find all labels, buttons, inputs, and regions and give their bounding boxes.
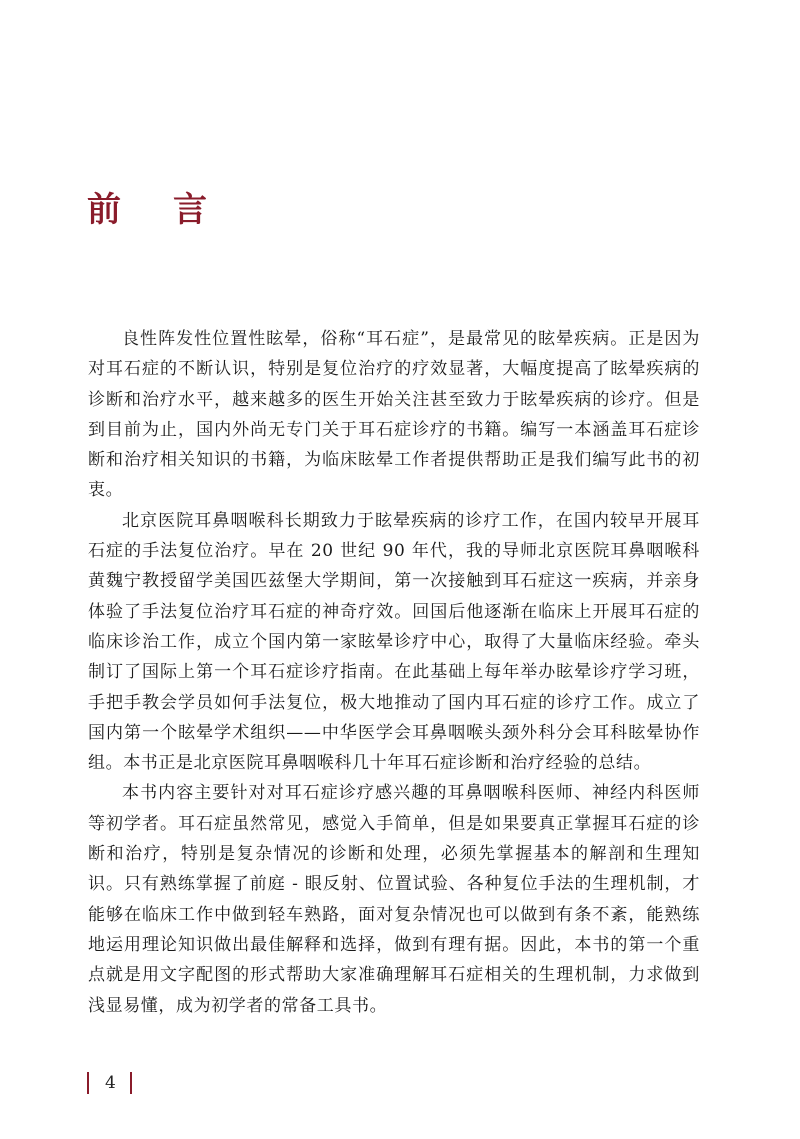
- page-title: 前言: [87, 189, 259, 230]
- paragraph-1: 良性阵发性位置性眩晕，俗称“耳石症”，是最常见的眩晕疾病。正是因为对耳石症的不断认识，特别是复位治疗的疗效显著，大幅度提高了眩晕疾病的诊断和治疗水平，越来越多的医生开始关注甚至致力于眩晕疾病的诊疗。但是到目前为止，国内外尚无专门关于耳石症诊疗的书籍。编写一本涵盖耳石症诊断和治疗相关知识的书籍，为临床眩晕工作者提供帮助正是我们编写此书的初衷。: [88, 329, 700, 501]
- paragraph-3: 本书内容主要针对对耳石症诊疗感兴趣的耳鼻咽喉科医师、神经内科医师等初学者。耳石症虽然常见，感觉入手简单，但是如果要真正掌握耳石症的诊断和治疗，特别是复杂情况的诊断和处理，必须先掌握基本的解剖和生理知识。只有熟练掌握了前庭 - 眼反射、位置试验、各种复位手法的生理机制，才能够在临床工作中做到轻车熟路，面对复杂情况也可以做到有条不紊，能熟练地运用理论知识做出最佳解释和选择，做到有理有据。因此，本书的第一个重点就是用文字配图的形式帮助大家准确理解耳石症相关的生理机制，力求做到浅显易懂，成为初学者的常备工具书。: [88, 783, 700, 1016]
- footer-left-bar: [87, 1072, 89, 1094]
- footer-right-bar: [130, 1072, 132, 1094]
- page-footer: [87, 1070, 132, 1096]
- body-text: [88, 324, 700, 1021]
- page-number: 4: [105, 1073, 116, 1093]
- paragraph-2: 北京医院耳鼻咽喉科长期致力于眩晕疾病的诊疗工作，在国内较早开展耳石症的手法复位治疗。早在 20 世纪 90 年代，我的导师北京医院耳鼻咽喉科黄魏宁教授留学美国匹兹堡大学期间，第一次接触到耳石症这一疾病，并亲身体验了手法复位治疗耳石症的神奇疗效。回国后他逐渐在临床上开展耳石症的临床诊治工作，成立个国内第一家眩晕诊疗中心，取得了大量临床经验。牵头制订了国际上第一个耳石症诊疗指南。在此基础上每年举办眩晕诊疗学习班，手把手教会学员如何手法复位，极大地推动了国内耳石症的诊疗工作。成立了国内第一个眩晕学术组织——中华医学会耳鼻咽喉头颈外科分会耳科眩晕协作组。本书正是北京医院耳鼻咽喉科几十年耳石症诊断和治疗经验的总结。: [88, 510, 700, 774]
